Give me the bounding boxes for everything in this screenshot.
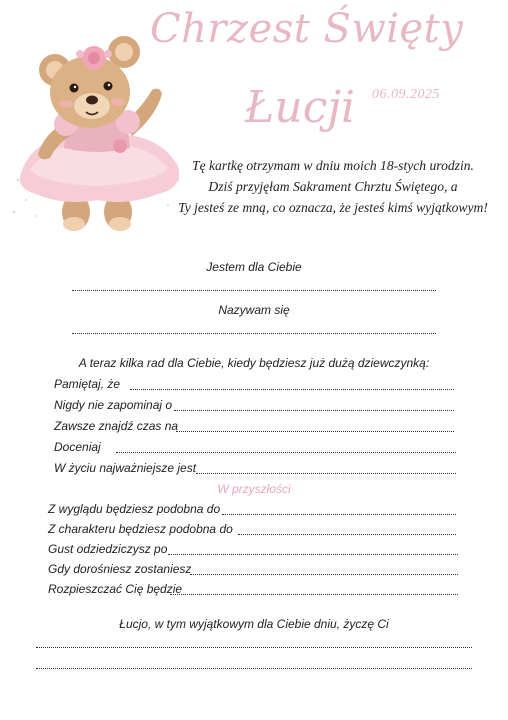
card-title: Chrzest Święty: [150, 6, 464, 52]
advice-label: Pamiętaj, że: [54, 377, 121, 391]
future-label: Gdy dorośniesz zostaniesz: [48, 562, 192, 576]
advice-heading: A teraz kilka rad dla Ciebie, kiedy będziesz już dużą dziewczynką:: [78, 356, 430, 370]
intro-line: Ty jesteś ze mną, co oznacza, że jesteś kimś wyjątkowym!: [178, 200, 488, 215]
future-label: Gust odziedziczysz po: [48, 542, 168, 556]
future-fill-line[interactable]: [222, 514, 456, 515]
future-fill-line[interactable]: [170, 594, 458, 595]
intro-line: Dziś przyjęłam Sakrament Chrztu Świętego, a: [208, 179, 458, 194]
advice-fill-line[interactable]: [130, 389, 454, 390]
advice-fill-line[interactable]: [116, 452, 456, 453]
nazywam-label: Nazywam się: [218, 303, 290, 317]
future-fill-line[interactable]: [168, 554, 458, 555]
advice-label: W życiu najważniejsze jest: [54, 461, 197, 475]
future-heading: W przyszłości: [217, 482, 291, 496]
jestem-label: Jestem dla Ciebie: [206, 260, 302, 274]
future-fill-line[interactable]: [238, 534, 456, 535]
intro-line: Tę kartkę otrzymam w dniu moich 18-stych urodzin.: [192, 158, 474, 173]
advice-label: Doceniaj: [54, 440, 101, 454]
child-name: Łucji: [244, 82, 356, 133]
jestem-fill-line[interactable]: [72, 290, 436, 291]
future-label: Z charakteru będziesz podobna do: [48, 522, 233, 536]
advice-fill-line[interactable]: [196, 473, 456, 474]
advice-label: Nigdy nie zapominaj o: [54, 398, 173, 412]
wish-fill-line[interactable]: [36, 647, 472, 648]
advice-label: Zawsze znajdź czas na: [54, 419, 179, 433]
future-label: Rozpieszczać Cię będzie: [48, 582, 183, 596]
baptism-date: 06.09.2025: [372, 87, 440, 102]
advice-fill-line[interactable]: [174, 410, 454, 411]
wish-fill-line[interactable]: [36, 668, 472, 669]
future-label: Z wyglądu będziesz podobna do: [48, 502, 221, 516]
wish-label: Łucjo, w tym wyjątkowym dla Ciebie dniu, życzę Ci: [119, 617, 389, 631]
nazywam-fill-line[interactable]: [72, 333, 436, 334]
advice-fill-line[interactable]: [176, 431, 454, 432]
intro-text: [168, 155, 498, 218]
future-fill-line[interactable]: [190, 574, 458, 575]
